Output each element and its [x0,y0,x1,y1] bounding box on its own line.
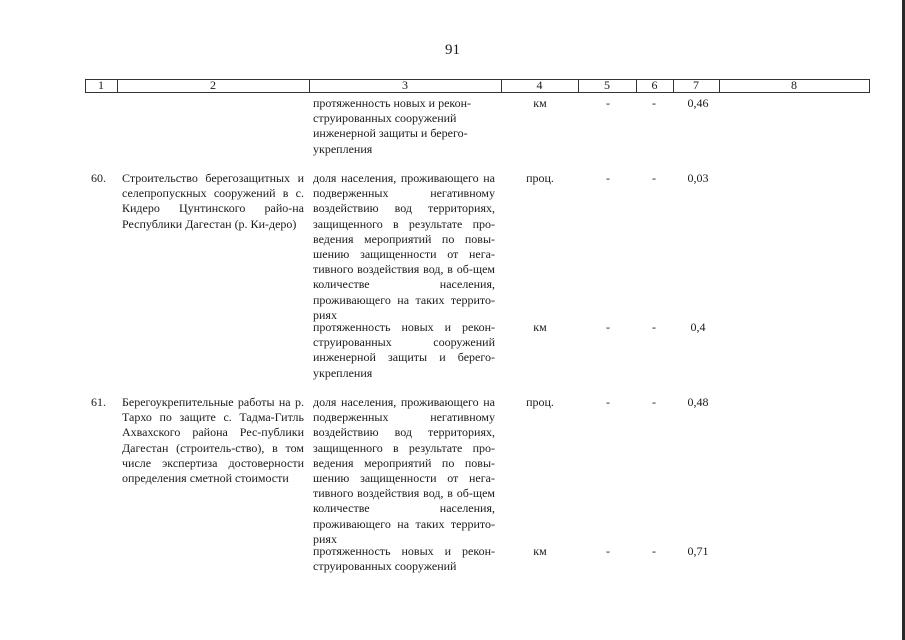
col6-cell: - [652,96,656,110]
indicator-text: доля населения, проживающего на подверженных негативному воздействию вод территориях, защищенного в результате про-ведения мероприятий по повы-шению защищенности от нега-тивного воздействия вод, в об-щем количестве населения, проживающего на таких террито-риях [313,171,495,322]
col6-cell: - [652,320,656,334]
col5-cell: - [606,96,610,110]
col6-cell: - [652,395,656,409]
col5-cell: - [606,544,610,558]
header-col-2: 2 [210,78,216,92]
value-cell: 0,46 [687,96,709,110]
header-col-6: 6 [651,78,658,92]
unit-cell: км [533,320,547,334]
header-col-8: 8 [791,78,797,92]
header-col-4: 4 [536,78,543,92]
col5-cell: - [606,320,610,334]
header-bottom-rule [85,92,870,93]
header-col-5: 5 [604,78,610,92]
col5-cell: - [606,171,610,185]
unit-cell: км [533,544,547,558]
col6-cell: - [652,171,656,185]
col5-cell: - [606,395,610,409]
value-cell: 0,4 [690,320,706,334]
value-cell: 0,03 [687,171,709,185]
header-col-1: 1 [98,78,104,92]
header-col-3: 3 [402,78,408,92]
row-number: 61. [91,395,106,409]
indicator-text: протяженность новых и рекон- струированных сооружений инженерной защиты и берего- укрепления [313,96,472,156]
unit-cell: проц. [526,395,554,409]
indicator-text: доля населения, проживающего на подверженных негативному воздействию вод территориях, защищенного в результате про-ведения мероприятий по повы-шению защищенности от нега-тивного воздействия вод, в об-щем количестве населения, проживающего на таких террито-риях [313,395,495,546]
row-number: 60. [91,171,106,185]
project-name: Берегоукрепительные работы на р. Тархо по защите с. Тадма-Гитль Ахвахского района Рес-публики Дагестан (строитель-ство), в том числе экспертиза достоверности определения сметной стоимости [122,395,304,486]
project-name: Строительство берегозащитных и селепропускных сооружений в с. Кидеро Цунтинского райо-на Республики Дагестан (р. Ки-деро) [122,171,304,231]
value-cell: 0,71 [687,544,709,558]
unit-cell: км [533,96,547,110]
col6-cell: - [652,544,656,558]
page-number: 91 [445,42,460,58]
indicator-text: протяженность новых и рекон-струированных сооружений [313,544,495,574]
indicator-text: протяженность новых и рекон-струированных сооружений инженерной защиты и берего-укрепления [313,320,495,380]
header-col-7: 7 [693,78,699,92]
column-divider [869,79,870,92]
value-cell: 0,48 [687,395,709,409]
unit-cell: проц. [526,171,554,185]
